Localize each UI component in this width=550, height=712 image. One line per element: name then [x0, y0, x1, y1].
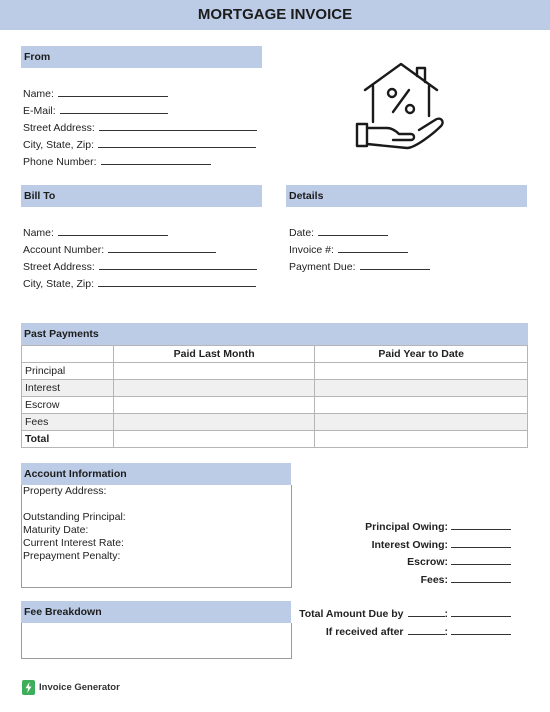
from-phone-label: Phone Number:: [23, 156, 97, 168]
principal-owing-line[interactable]: [451, 519, 511, 530]
escrow-label: Escrow:: [407, 556, 448, 568]
fees-line[interactable]: [451, 572, 511, 583]
fee-breakdown-box[interactable]: [21, 623, 292, 659]
fees-field[interactable]: [421, 572, 511, 586]
table-header-row: [22, 346, 528, 363]
property-address-label: Property Address:: [23, 485, 107, 497]
interest-owing-field[interactable]: [372, 537, 511, 551]
account-info-header: [21, 463, 291, 485]
from-street-field[interactable]: [23, 120, 257, 134]
col-paid-last-month: Paid Last Month: [113, 346, 315, 363]
maturity-date-label: Maturity Date:: [23, 524, 89, 536]
from-name-label: Name:: [23, 88, 54, 100]
bill-name-line[interactable]: [58, 225, 168, 236]
details-date-line[interactable]: [318, 225, 388, 236]
total-due-field[interactable]: Total Amount Due by :: [299, 606, 511, 620]
if-received-date-line[interactable]: [408, 624, 445, 635]
bill-to-heading: Bill To: [24, 190, 56, 202]
from-city-field[interactable]: [23, 137, 256, 151]
table-row: [22, 431, 528, 448]
details-date-field[interactable]: [289, 225, 388, 239]
row-label-fees: Fees: [22, 414, 114, 431]
table-row: [22, 397, 528, 414]
bill-street-line[interactable]: [99, 259, 257, 270]
row-label-escrow: Escrow: [22, 397, 114, 414]
past-payments-table: [21, 345, 528, 448]
row-label-total: Total: [22, 431, 114, 448]
cell-principal-ytd[interactable]: [315, 363, 528, 380]
past-payments-header: [21, 323, 528, 345]
table-row: [22, 380, 528, 397]
cell-interest-last-month[interactable]: [113, 380, 315, 397]
interest-owing-label: Interest Owing:: [371, 539, 448, 551]
col-paid-ytd: Paid Year to Date: [315, 346, 528, 363]
from-name-field[interactable]: [23, 86, 168, 100]
from-name-line[interactable]: [58, 86, 168, 97]
details-invoice-line[interactable]: [338, 242, 408, 253]
if-received-amount-line[interactable]: [451, 624, 511, 635]
bill-to-header: [21, 185, 262, 207]
past-payments-heading: Past Payments: [24, 328, 99, 340]
fee-breakdown-heading: Fee Breakdown: [24, 606, 102, 618]
lightning-bolt-icon: [22, 680, 35, 695]
from-street-line[interactable]: [99, 120, 257, 131]
details-due-line[interactable]: [360, 259, 430, 270]
principal-owing-field[interactable]: [365, 519, 511, 533]
footer-brand[interactable]: Invoice Generator: [39, 682, 120, 693]
cell-total-ytd[interactable]: [315, 431, 528, 448]
details-due-label: Payment Due:: [289, 261, 356, 273]
interest-rate-label: Current Interest Rate:: [23, 537, 124, 549]
from-email-line[interactable]: [60, 103, 168, 114]
from-header: [21, 46, 262, 68]
from-heading: From: [24, 51, 51, 63]
bill-street-label: Street Address:: [23, 261, 95, 273]
total-due-date-line[interactable]: [408, 606, 445, 617]
table-row: [22, 363, 528, 380]
table-header-blank: [22, 346, 114, 363]
from-email-label: E-Mail:: [23, 105, 56, 117]
details-due-field[interactable]: [289, 259, 430, 273]
total-due-amount-line[interactable]: [451, 606, 511, 617]
bill-city-label: City, State, Zip:: [23, 278, 94, 290]
details-heading: Details: [289, 190, 324, 202]
bill-account-line[interactable]: [108, 242, 216, 253]
bill-city-field[interactable]: [23, 276, 256, 290]
bill-account-field[interactable]: [23, 242, 216, 256]
cell-interest-ytd[interactable]: [315, 380, 528, 397]
cell-escrow-ytd[interactable]: [315, 397, 528, 414]
if-received-label: If received after: [325, 626, 404, 638]
details-header: [286, 185, 527, 207]
details-date-label: Date:: [289, 227, 315, 239]
details-invoice-field[interactable]: [289, 242, 408, 256]
from-city-line[interactable]: [98, 137, 256, 148]
cell-fees-last-month[interactable]: [113, 414, 315, 431]
bill-city-line[interactable]: [98, 276, 256, 287]
cell-fees-ytd[interactable]: [315, 414, 528, 431]
from-city-label: City, State, Zip:: [23, 139, 94, 151]
from-email-field[interactable]: [23, 103, 168, 117]
house-percent-hand-icon: [353, 60, 449, 156]
prepayment-penalty-label: Prepayment Penalty:: [23, 550, 121, 562]
bill-name-label: Name:: [23, 227, 54, 239]
account-info-heading: Account Information: [24, 468, 127, 480]
if-received-field[interactable]: If received after :: [326, 624, 511, 638]
cell-principal-last-month[interactable]: [113, 363, 315, 380]
from-phone-line[interactable]: [101, 154, 211, 165]
from-phone-field[interactable]: [23, 154, 211, 168]
escrow-line[interactable]: [451, 554, 511, 565]
fee-breakdown-header: [21, 601, 291, 623]
table-row: [22, 414, 528, 431]
row-label-interest: Interest: [22, 380, 114, 397]
bill-street-field[interactable]: [23, 259, 257, 273]
row-label-principal: Principal: [22, 363, 114, 380]
cell-total-last-month[interactable]: [113, 431, 315, 448]
escrow-field[interactable]: [407, 554, 511, 568]
page-title: MORTGAGE INVOICE: [197, 6, 353, 23]
fees-label: Fees:: [420, 574, 448, 586]
from-street-label: Street Address:: [23, 122, 95, 134]
cell-escrow-last-month[interactable]: [113, 397, 315, 414]
total-due-label: Total Amount Due by: [299, 608, 404, 620]
bill-account-label: Account Number:: [23, 244, 105, 256]
bill-name-field[interactable]: [23, 225, 168, 239]
interest-owing-line[interactable]: [451, 537, 511, 548]
outstanding-principal-label: Outstanding Principal:: [23, 511, 126, 523]
details-invoice-label: Invoice #:: [289, 244, 334, 256]
principal-owing-label: Principal Owing:: [365, 521, 448, 533]
